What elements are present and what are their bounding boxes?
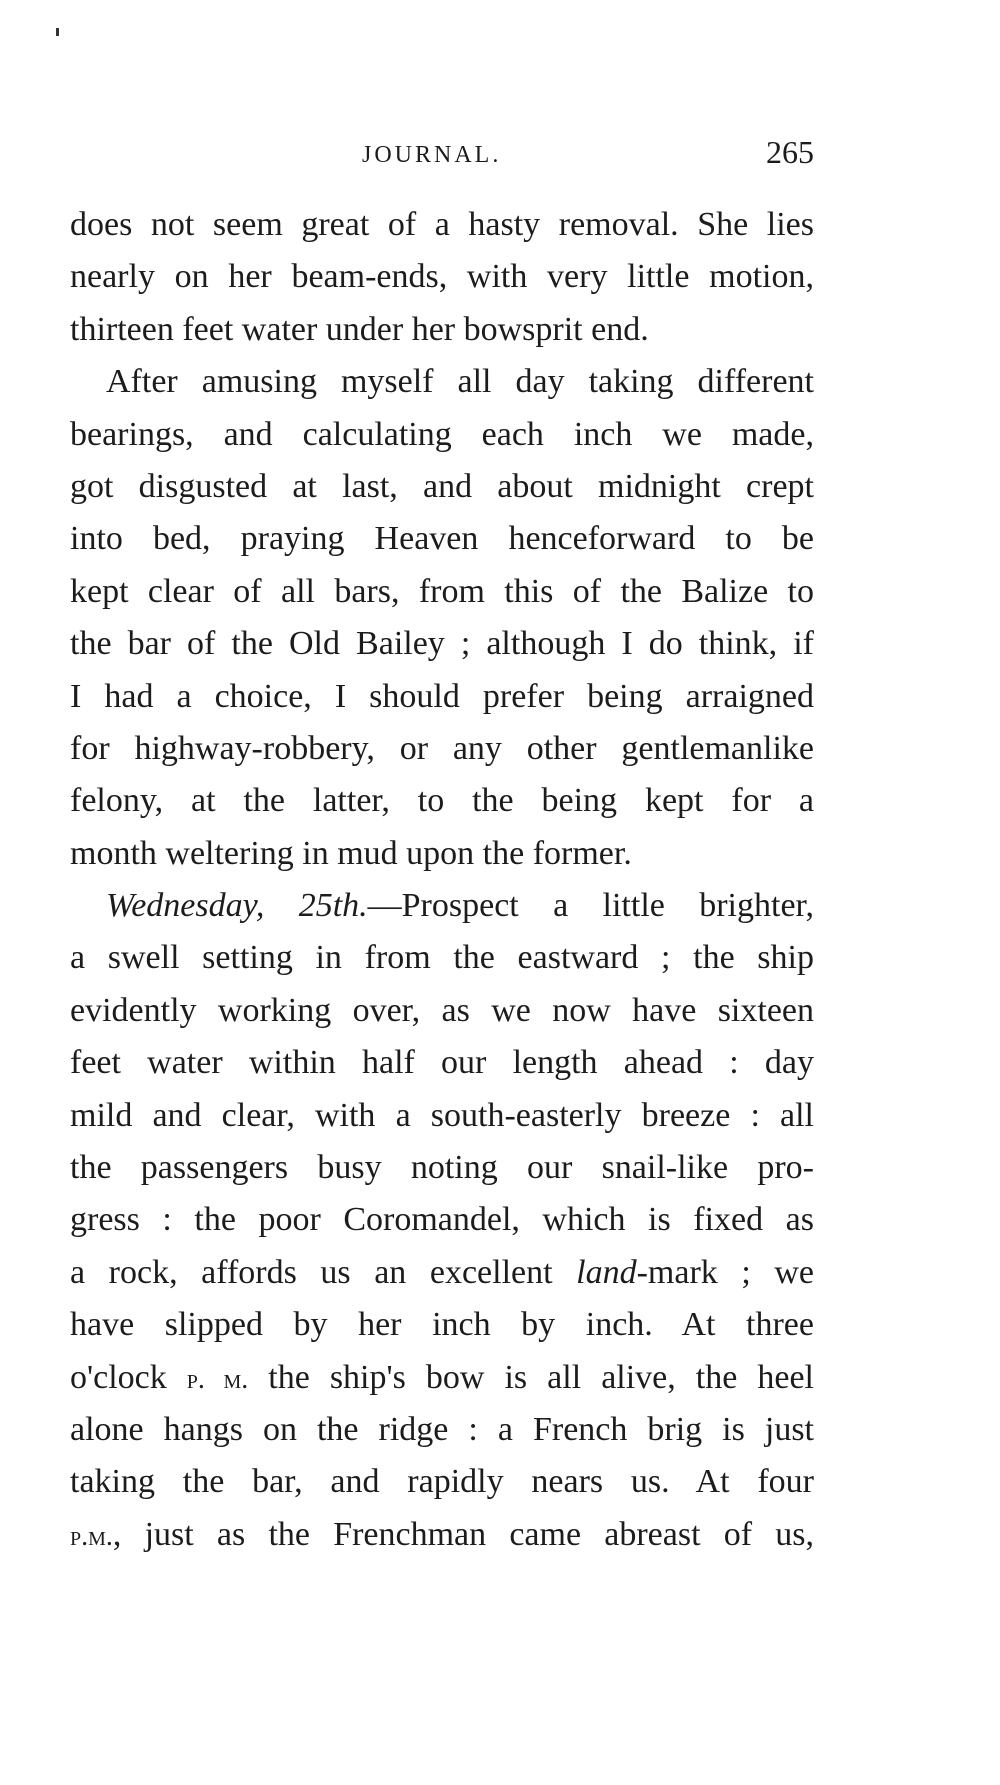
text-line [70,1509,814,1561]
text-segment: the bar of the Old Bailey ; although I do think, if [70,625,814,663]
text-line [70,775,814,827]
text-segment: thirteen feet water under her bowsprit end. [70,310,649,348]
page-speck-mark [56,28,59,36]
text-line [70,409,814,461]
text-line [70,1299,814,1351]
text-segment: evidently working over, as we now have sixteen [70,991,814,1029]
text-line [70,1404,814,1456]
text-segment: bearings, and calculating each inch we made, [70,415,814,453]
text-line [70,199,814,251]
text-line [70,304,814,356]
text-line [70,1194,814,1246]
text-line [70,1090,814,1142]
text-line [70,513,814,565]
text-line [70,1456,814,1508]
text-segment: feet water within half our length ahead : day [70,1044,814,1082]
text-segment: nearly on her beam-ends, with very little motion, [70,258,814,296]
text-segment: After amusing myself all day taking different [106,363,814,401]
text-line [70,932,814,984]
text-line [70,880,814,932]
text-line [70,1037,814,1089]
text-line [70,618,814,670]
text-segment: into bed, praying Heaven henceforward to be [70,520,814,558]
text-segment: —Prospect a little brighter, [367,887,814,925]
page-number: 265 [766,134,814,170]
text-segment: a swell setting in from the eastward ; the ship [70,939,814,977]
text-segment: the passengers busy noting our snail-like pro- [70,1149,814,1187]
text-segment: for highway-robbery, or any other gentlemanlike [70,729,814,767]
text-line [70,461,814,513]
text-line [70,671,814,723]
text-segment: have slipped by her inch by inch. At three [70,1306,814,1344]
page-header [70,130,814,170]
text-line [70,251,814,303]
text-line [70,566,814,618]
text-segment: mild and clear, with a south-easterly breeze : all [70,1096,814,1134]
text-line [70,985,814,1037]
text-segment: alone hangs on the ridge : a French brig is just [70,1410,814,1448]
running-head: JOURNAL. [362,142,502,168]
text-segment: kept clear of all bars, from this of the Balize to [70,572,814,610]
text-line [70,1142,814,1194]
text-segment: got disgusted at last, and about midnight crept [70,467,814,505]
text-italic: land [576,1253,637,1291]
text-segment: month weltering in mud upon the former. [70,834,632,872]
text-smallcaps: p.m. [70,1520,113,1552]
text-segment: gress : the poor Coromandel, which is fixed as [70,1201,814,1239]
text-segment: I had a choice, I should prefer being arraigned [70,677,814,715]
text-line [70,356,814,408]
text-line [70,1247,814,1299]
text-segment: , just as the Frenchman came abreast of us, [112,1515,814,1553]
text-line [70,723,814,775]
text-segment: o'clock [70,1358,187,1396]
text-italic: Wednesday, 25th. [106,887,368,925]
body-text [70,199,814,1561]
text-segment: does not seem great of a hasty removal. She lies [70,206,814,243]
text-segment: a rock, affords us an excellent [70,1253,577,1291]
text-smallcaps: p. m. [186,1363,249,1395]
text-line [70,828,814,880]
text-line [70,1352,814,1404]
text-segment: -mark ; we [636,1253,814,1291]
text-segment: felony, at the latter, to the being kept for a [70,782,814,820]
text-segment: the ship's bow is all alive, the heel [248,1358,814,1396]
text-segment: taking the bar, and rapidly nears us. At four [70,1463,814,1501]
